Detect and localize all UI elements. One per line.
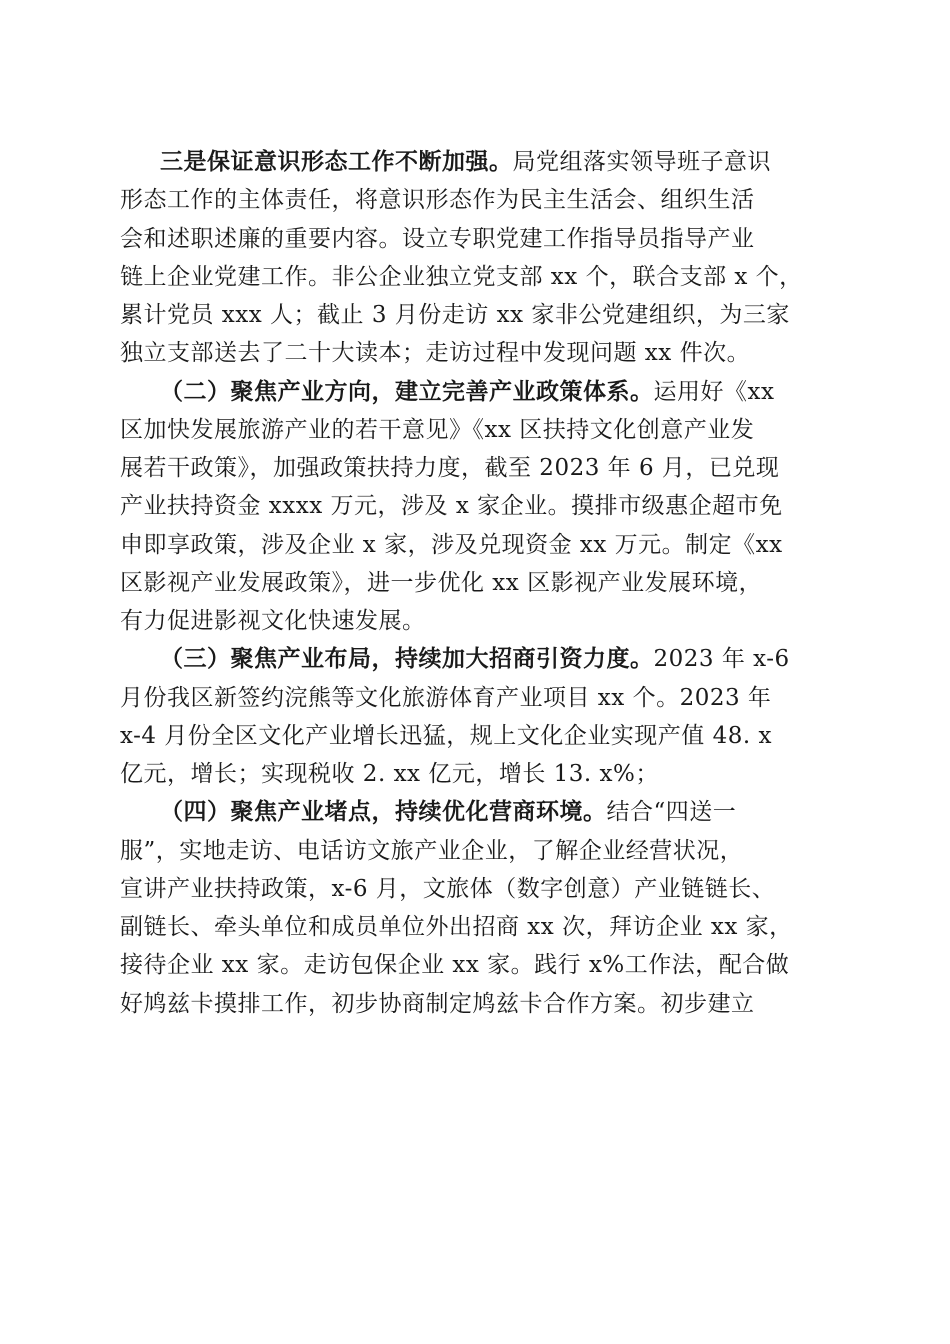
paragraph-line: x-4 月份全区文化产业增长迅猛，规上文化企业实现产值 48. x — [120, 722, 772, 749]
paragraph-line: 链上企业党建工作。非公企业独立党支部 xx 个，联合支部 x 个， — [120, 263, 803, 290]
paragraph-investment — [120, 640, 832, 793]
paragraph-line: 副链长、牵头单位和成员单位外出招商 xx 次，拜访企业 xx 家， — [120, 914, 793, 940]
paragraph-line: 接待企业 xx 家。走访包保企业 xx 家。践行 x%工作法，配合做 — [120, 952, 790, 979]
paragraph-line: 独立支部送去了二十大读本；走访过程中发现问题 xx 件次。 — [120, 340, 751, 367]
paragraph-line: 亿元，增长；实现税收 2. xx 亿元，增长 13. x%； — [120, 761, 659, 787]
paragraph-line: 服”，实地走访、电话访文旅产业企业，了解企业经营状况， — [120, 837, 744, 864]
paragraph-line: 累计党员 xxx 人；截止 3 月份走访 xx 家非公党建组织，为三家 — [120, 302, 790, 328]
paragraph-line: 会和述职述廉的重要内容。设立专职党建工作指导员指导产业 — [120, 225, 755, 252]
paragraph-lead: 三是保证意识形态工作不断加强。 — [160, 148, 513, 175]
paragraph-line — [120, 143, 832, 181]
paragraph-industry-policy — [120, 373, 832, 641]
paragraph-line: 产业扶持资金 xxxx 万元，涉及 x 家企业。摸排市级惠企超市免 — [120, 493, 783, 520]
paragraph-text: 2023 年 x-6 — [653, 646, 790, 673]
paragraph-line: 形态工作的主体责任，将意识形态作为民主生活会、组织生活 — [120, 187, 755, 214]
section-heading: （二）聚焦产业方向，建立完善产业政策体系。 — [160, 377, 654, 405]
paragraph-line: 好鸠兹卡摸排工作，初步协商制定鸠兹卡合作方案。初步建立 — [120, 990, 755, 1017]
paragraph-text: 结合“四送一 — [606, 799, 737, 826]
paragraph-text: 局党组落实领导班子意识 — [512, 149, 771, 175]
paragraph-line: 区影视产业发展政策》，进一步优化 xx 区影视产业发展环境， — [120, 569, 763, 596]
paragraph-line: 展若干政策》，加强政策扶持力度，截至 2023 年 6 月，已兑现 — [120, 455, 780, 481]
document-body — [120, 143, 832, 1023]
paragraph-line: 月份我区新签约浣熊等文化旅游体育产业项目 xx 个。2023 年 — [120, 684, 772, 711]
paragraph-business-environment — [120, 793, 832, 1023]
paragraph-text: 运用好《xx — [653, 378, 775, 405]
section-heading: （四）聚焦产业堵点，持续优化营商环境。 — [160, 798, 607, 826]
paragraph-line: 有力促进影视文化快速发展。 — [120, 608, 426, 634]
paragraph-ideology-work — [120, 143, 832, 373]
paragraph-line: 宣讲产业扶持政策，x-6 月，文旅体（数字创意）产业链链长、 — [120, 875, 776, 902]
paragraph-line: 区加快发展旅游产业的若干意见》《xx 区扶持文化创意产业发 — [120, 416, 755, 443]
paragraph-line — [120, 640, 832, 678]
paragraph-line — [120, 373, 832, 411]
paragraph-line — [120, 793, 832, 831]
section-heading: （三）聚焦产业布局，持续加大招商引资力度。 — [160, 645, 654, 673]
paragraph-line: 申即享政策，涉及企业 x 家，涉及兑现资金 xx 万元。制定《xx — [120, 531, 783, 558]
